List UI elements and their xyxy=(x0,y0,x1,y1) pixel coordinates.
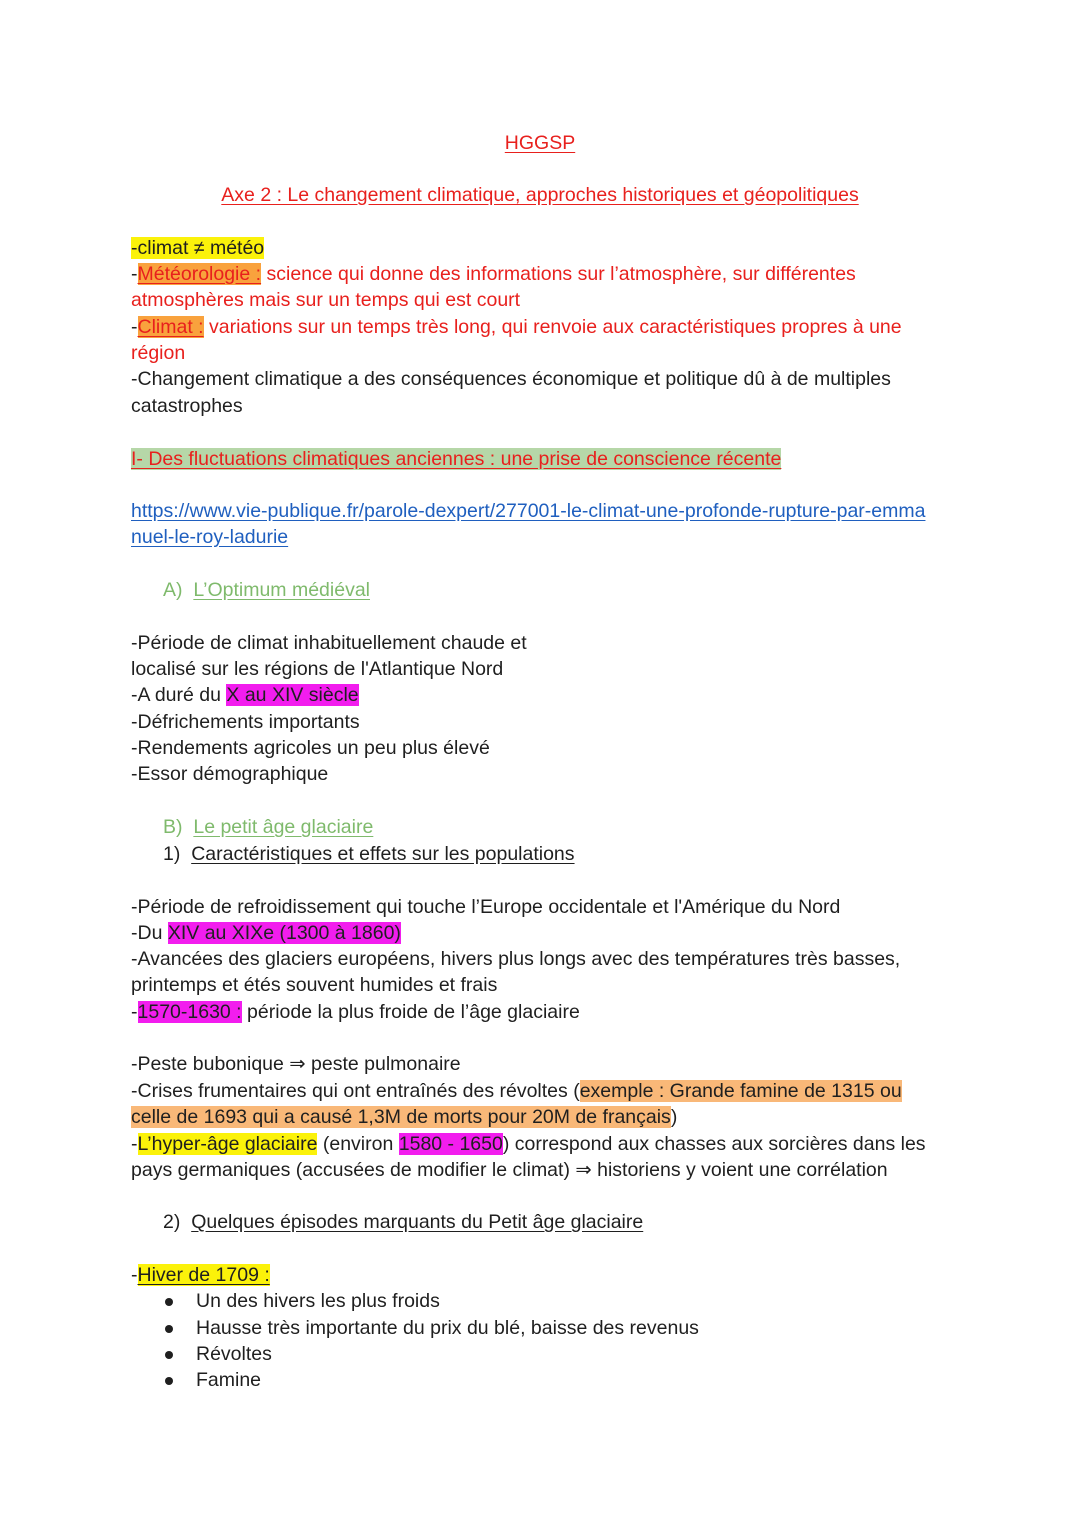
list-item: Hausse très importante du prix du blé, baisse des revenus xyxy=(196,1317,699,1339)
source-link-cont[interactable]: nuel-le-roy-ladurie xyxy=(131,526,289,548)
part-b-line xyxy=(131,1078,902,1104)
dash: - xyxy=(131,1264,138,1286)
meteo-def-cont: atmosphères mais sur un temps qui est court xyxy=(131,289,521,311)
list-item: Un des hivers les plus froids xyxy=(196,1290,440,1312)
sub2-title: Quelques épisodes marquants du Petit âge glaciaire xyxy=(191,1211,644,1233)
part-b-heading xyxy=(163,814,373,840)
text: (environ xyxy=(317,1133,399,1155)
climat-meteo-highlight: -climat ≠ météo xyxy=(131,237,265,259)
text: ) correspond aux chasses aux sorcières dans les xyxy=(502,1133,926,1155)
dash: - xyxy=(131,1133,138,1155)
part-b-line xyxy=(131,999,580,1025)
part-b-line: -Période de refroidissement qui touche l’Europe occidentale et l'Amérique du Nord xyxy=(131,896,841,918)
term-highlight: L’hyper-âge glaciaire xyxy=(137,1133,318,1155)
part-b-line: -Avancées des glaciers européens, hivers plus longs avec des températures très basses, xyxy=(131,948,901,970)
winter-title: Hiver de 1709 : xyxy=(137,1264,270,1286)
sub1-label: 1) xyxy=(163,843,181,865)
part-b-line xyxy=(131,1104,677,1130)
winter-heading xyxy=(131,1262,270,1288)
climat-term: Climat : xyxy=(137,316,204,338)
list-item: Famine xyxy=(196,1369,262,1391)
text: -A duré du xyxy=(131,684,227,706)
part-a-line: -Période de climat inhabituellement chaude et xyxy=(131,632,527,654)
date-highlight: XIV au XIXe (1300 à 1860) xyxy=(167,922,401,944)
text: ) xyxy=(670,1106,678,1128)
climat-def-cont: région xyxy=(131,342,186,364)
section-heading-text: I- Des fluctuations climatiques anciennes : une prise de conscience récente xyxy=(131,448,782,470)
climat-def: variations sur un temps très long, qui renvoie aux caractéristiques propres à une xyxy=(203,316,902,338)
date-highlight: X au XIV siècle xyxy=(226,684,359,706)
subsection-1-heading xyxy=(163,841,575,867)
dash: - xyxy=(131,316,138,338)
change-line-cont: catastrophes xyxy=(131,395,243,417)
part-a-heading xyxy=(163,577,370,603)
date-highlight: 1580 - 1650 xyxy=(398,1133,503,1155)
bullet-icon xyxy=(165,1367,173,1393)
part-a-line: localisé sur les régions de l'Atlantique Nord xyxy=(131,658,504,680)
text: période la plus froide de l’âge glaciaire xyxy=(241,1001,580,1023)
meteo-definition xyxy=(131,261,856,287)
text: -Crises frumentaires qui ont entraînés des révoltes ( xyxy=(131,1080,580,1102)
subsection-2-heading xyxy=(163,1209,643,1235)
list-item: Révoltes xyxy=(196,1343,272,1365)
bullet-icon xyxy=(165,1315,173,1341)
part-a-label: A) xyxy=(163,579,183,601)
part-a-line: -Rendements agricoles un peu plus élevé xyxy=(131,737,490,759)
page-title: HGGSP xyxy=(504,132,576,154)
part-a-line: -Défrichements importants xyxy=(131,711,360,733)
part-b-line: printemps et étés souvent humides et frais xyxy=(131,974,498,996)
part-b-line: -Peste bubonique ⇒ peste pulmonaire xyxy=(131,1053,461,1075)
example-highlight: exemple : Grande famine de 1315 ou xyxy=(579,1080,902,1102)
part-a-line xyxy=(131,682,359,708)
part-b-title: Le petit âge glaciaire xyxy=(193,816,374,838)
part-a-title: L’Optimum médiéval xyxy=(193,579,370,601)
sub2-label: 2) xyxy=(163,1211,181,1233)
part-a-line: -Essor démographique xyxy=(131,763,329,785)
source-link[interactable]: https://www.vie-publique.fr/parole-dexpert/277001-le-climat-une-profonde-rupture-par-emma xyxy=(131,500,926,522)
text: -Du xyxy=(131,922,168,944)
example-highlight: celle de 1693 qui a causé 1,3M de morts pour 20M de français xyxy=(131,1106,671,1128)
dash: - xyxy=(131,263,138,285)
part-b-line xyxy=(131,920,401,946)
page-subtitle: Axe 2 : Le changement climatique, approches historiques et géopolitiques xyxy=(221,184,859,206)
dash: - xyxy=(131,1001,138,1023)
bullet-icon xyxy=(165,1341,173,1367)
part-b-line xyxy=(131,1131,926,1157)
meteo-term: Météorologie : xyxy=(137,263,262,285)
bullet-icon xyxy=(165,1288,173,1314)
section-heading xyxy=(131,446,781,472)
part-b-label: B) xyxy=(163,816,183,838)
date-highlight: 1570-1630 : xyxy=(137,1001,242,1023)
meteo-def: science qui donne des informations sur l’atmosphère, sur différentes xyxy=(261,263,856,285)
part-b-line: pays germaniques (accusées de modifier le climat) ⇒ historiens y voient une corrélation xyxy=(131,1159,888,1181)
sub1-title: Caractéristiques et effets sur les populations xyxy=(191,843,575,865)
intro-line xyxy=(131,235,264,261)
climat-definition xyxy=(131,314,902,340)
change-line: -Changement climatique a des conséquences économique et politique dû à de multiples xyxy=(131,368,891,390)
